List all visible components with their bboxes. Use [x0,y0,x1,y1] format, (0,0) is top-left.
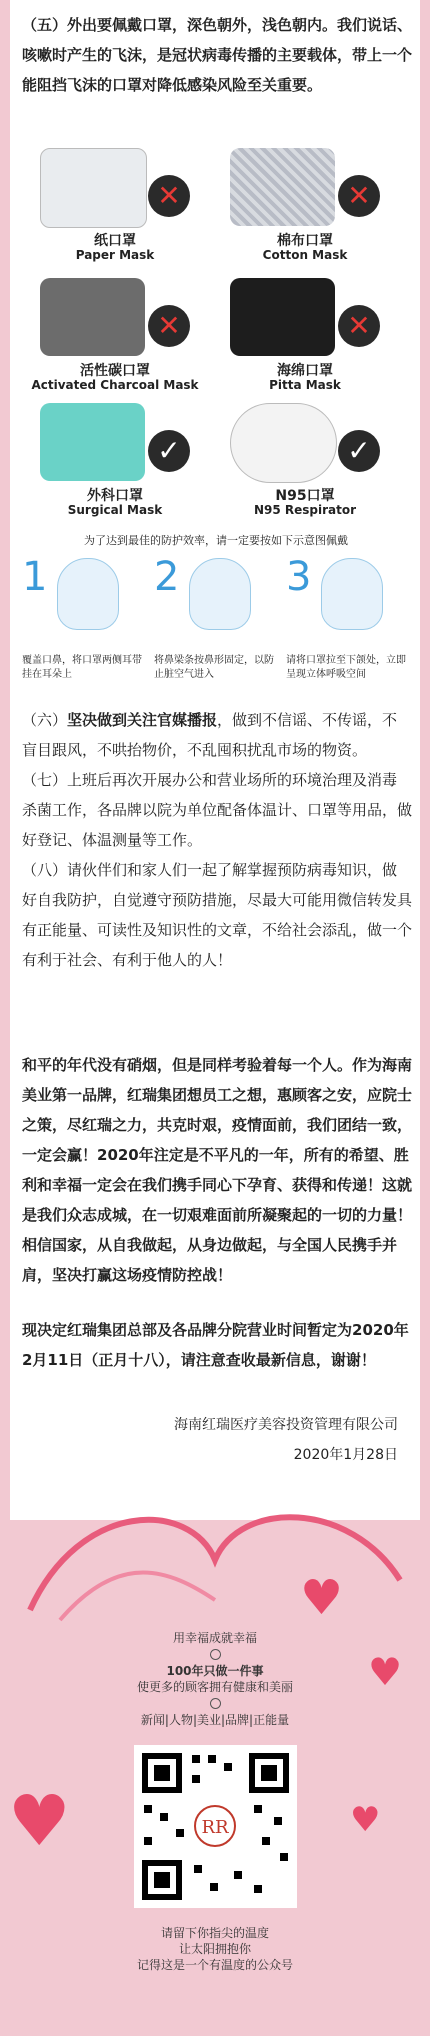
rule-highlight: 坚决做到关注官媒播报 [67,711,218,729]
mask-surgical [30,395,210,545]
slogan-line: 记得这是一个有温度的公众号 [136,1958,293,1972]
mask-cn-label: 活性碳口罩 [80,363,150,379]
guide-step [154,554,279,684]
face-icon [57,558,119,630]
cross-icon: ✕ [148,305,190,347]
step-description: 请将口罩拉至下颌处，立即呈现立体呼吸空间 [286,655,406,680]
sponge-mask-image [230,278,335,356]
slogan-line: 让太阳拥抱你 [178,1942,251,1956]
mask-en-label: Activated Charcoal Mask [31,378,199,392]
step-number: 3 [286,554,312,600]
wearing-guide [22,532,410,687]
qr-code [134,1745,297,1908]
cotton-mask-image [230,148,335,226]
cross-icon: ✕ [338,305,380,347]
mask-cn-label: 海绵口罩 [277,363,333,379]
mask-en-label: Pitta Mask [269,378,341,392]
heart-icon: ♥ [300,1570,344,1626]
footer-tagline [0,1630,430,1728]
svg-text:RR: RR [201,1817,229,1838]
mask-cn-label: 外科口罩 [87,488,143,504]
company-signature [174,1410,398,1470]
cross-icon: ✕ [338,175,380,217]
tagline-1: 用幸福成就幸福 [172,1631,257,1645]
mask-paper [30,140,210,290]
circle-icon [210,1698,221,1709]
company-name: 海南红瑞医疗美容投资管理有限公司 [174,1417,398,1433]
check-icon: ✓ [338,430,380,472]
step-number: 2 [154,554,180,600]
mask-cn-label: 纸口罩 [94,233,136,249]
face-icon [321,558,383,630]
tagline-3: 使更多的顾客拥有健康和美丽 [136,1680,293,1694]
intro-text: （五）外出要佩戴口罩，深色朝外，浅色朝内。我们说话、咳嗽时产生的飞沫，是冠状病毒传播的主要载体，带上一个能阻挡飞沫的口罩对降低感染风险至关重要。 [22,16,413,94]
circle-icon [210,1649,221,1660]
check-icon: ✓ [148,430,190,472]
mask-cn-label: 棉布口罩 [277,233,333,249]
tagline-4: 新闻|人物|美业|品牌|正能量 [140,1713,290,1727]
ribbon-heart-decoration [0,1490,430,1630]
rule-item [22,705,412,765]
mask-cn-label: N95口罩 [275,488,335,504]
rule-prefix: （八） [22,861,68,879]
rule-prefix: （七） [22,771,68,789]
signature-date: 2020年1月28日 [293,1447,398,1463]
mask-n95 [220,395,400,545]
mask-en-label: N95 Respirator [253,503,357,517]
surgical-mask-image [40,403,145,481]
face-icon [189,558,251,630]
tagline-2: 100年只做一件事 [166,1664,264,1678]
step-description: 将鼻梁条按鼻形固定，以防止脏空气进入 [154,655,274,680]
slogan-line: 请留下你指尖的温度 [160,1926,269,1940]
step-description: 覆盖口鼻，将口罩两侧耳带挂在耳朵上 [22,655,142,680]
n95-mask-image [230,403,337,483]
mask-en-label: Surgical Mask [67,503,163,517]
charcoal-mask-image [40,278,145,356]
closing-statement: 和平的年代没有硝烟，但是同样考验着每一个人。作为海南美业第一品牌，红瑞集团想员工之想，惠顾客之安，应院士之策，尽红瑞之力，共克时艰，疫情面前，我们团结一致，一定会赢！2020年注定是不平凡的一年，所有的希望、胜利和幸福一定会在我们携手同心下孕育、获得和传递！这就是我们众志成城，在一切艰难面前所凝聚起的一切的力量！相信国家，从自我做起，从身边做起，与全国人民携手并肩，坚决打赢这场疫情防控战！ [22,1056,413,1284]
rules-section [22,705,412,975]
paper-mask-image [40,148,147,228]
mask-en-label: Paper Mask [75,248,155,262]
rule-text: ，做到不信谣、不传谣，不盲目跟风，不哄抬物价，不乱囤积扰乱市场的物资。 [22,711,398,759]
mask-cotton [220,140,400,290]
rule-text: 请伙伴们和家人们一起了解掌握预防病毒知识，做好自我防护，自觉遵守预防措施，尽最大可能用微信转发具有正能量、可读性及知识性的文章，不给社会添乱，做一个有利于社会、有利于他人的人！ [22,861,413,969]
heart-icon: ♥ [8,1780,71,1862]
guide-title: 为了达到最佳的防护效率，请一定要按如下示意图佩戴 [84,534,348,547]
guide-step [22,554,147,684]
heart-icon: ♥ [350,1800,381,1840]
business-hours-notice: 现决定红瑞集团总部及各品牌分院营业时间暂定为2020年2月11日（正月十八），请注意查收最新信息，谢谢！ [22,1321,409,1369]
cross-icon: ✕ [148,175,190,217]
rule-item [22,765,412,855]
mask-en-label: Cotton Mask [262,248,348,262]
slogan [0,1925,430,1973]
rule-text: 上班后再次开展办公和营业场所的环境治理及消毒杀菌工作，各品牌以院为单位配备体温计、口罩等用品，做好登记、体温测量等工作。 [22,771,413,849]
rule-prefix: （六） [22,711,68,729]
guide-step [286,554,411,684]
heart-icon: ♥ [368,1650,403,1694]
rule-item [22,855,412,975]
step-number: 1 [22,554,48,600]
